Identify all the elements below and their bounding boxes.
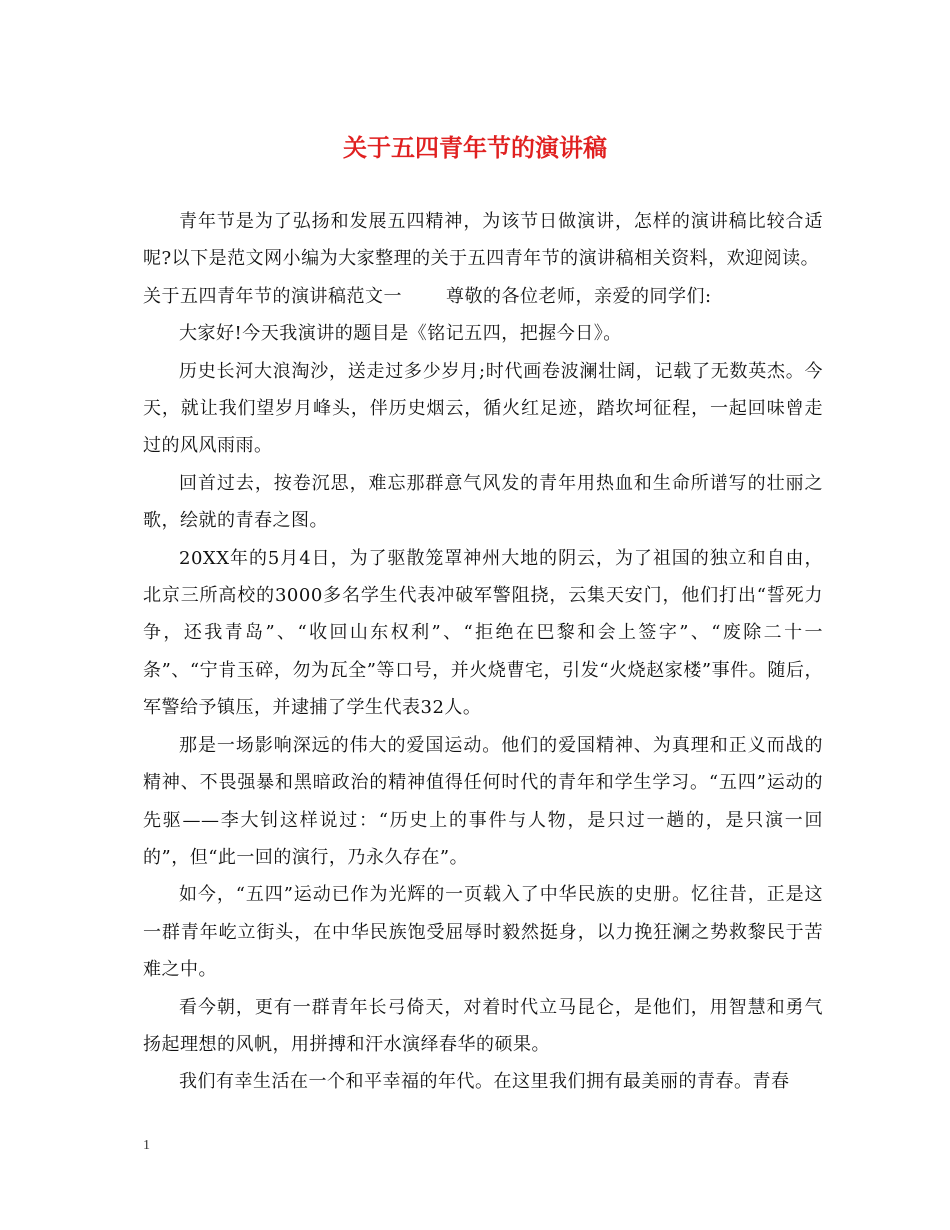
document-title: 关于五四青年节的演讲稿 (343, 134, 607, 162)
paragraph-history: 历史长河大浪淘沙，送走过多少岁月;时代画卷波澜壮阔，记载了无数英杰。今天，就让我们望岁月峰头，伴历史烟云，循火红足迹，踏坎坷征程，一起回味曾走过的风风雨雨。 (143, 360, 823, 457)
salutation: 尊敬的各位老师，亲爱的同学们: (446, 285, 712, 307)
paragraph-youth: 看今朝，更有一群青年长弓倚天，对着时代立马昆仑，是他们，用智慧和勇气扬起理想的风帆，用拼搏和汗水演绎春华的硕果。 (143, 996, 823, 1055)
paragraph-movement: 那是一场影响深远的伟大的爱国运动。他们的爱国精神、为真理和正义而战的精神、不畏强暴和黑暗政治的精神值得任何时代的青年和学生学习。“五四”运动的先驱——李大钊这样说过：“历史上的事件与人物，是只过一趟的，是只演一回的”，但“此一回的演行，乃永久存在”。 (143, 734, 823, 868)
page-number: 1 (143, 1138, 150, 1153)
document-body (143, 203, 823, 1101)
section-heading: 关于五四青年节的演讲稿范文一 (143, 285, 402, 307)
paragraph-today: 如今，“五四”运动已作为光辉的一页载入了中华民族的史册。忆往昔，正是这一群青年屹立街头，在中华民族饱受屈辱时毅然挺身，以力挽狂澜之势救黎民于苦难之中。 (143, 884, 823, 981)
paragraph-intro: 青年节是为了弘扬和发展五四精神，为该节日做演讲，怎样的演讲稿比较合适呢?以下是范文网小编为大家整理的关于五四青年节的演讲稿相关资料，欢迎阅读。 (143, 211, 823, 270)
section-line (143, 278, 823, 315)
paragraph-may-fourth: 20XX年的5月4日，为了驱散笼罩神州大地的阴云，为了祖国的独立和自由，北京三所高校的3000多名学生代表冲破军警阻挠，云集天安门，他们打出“誓死力争，还我青岛”、“收回山东权利”、“拒绝在巴黎和会上签字”、“废除二十一条”、“宁肯玉碎，勿为瓦全”等口号，并火烧曹宅，引发“火烧赵家楼”事件。随后，军警给予镇压，并逮捕了学生代表32人。 (143, 547, 823, 719)
paragraph-happiness: 我们有幸生活在一个和平幸福的年代。在这里我们拥有最美丽的青春。青春 (179, 1071, 790, 1093)
paragraph-reflection: 回首过去，按卷沉思，难忘那群意气风发的青年用热血和生命所谱写的壮丽之歌，绘就的青春之图。 (143, 472, 823, 532)
paragraph-greeting: 大家好!今天我演讲的题目是《铭记五四，把握今日》。 (179, 323, 622, 345)
